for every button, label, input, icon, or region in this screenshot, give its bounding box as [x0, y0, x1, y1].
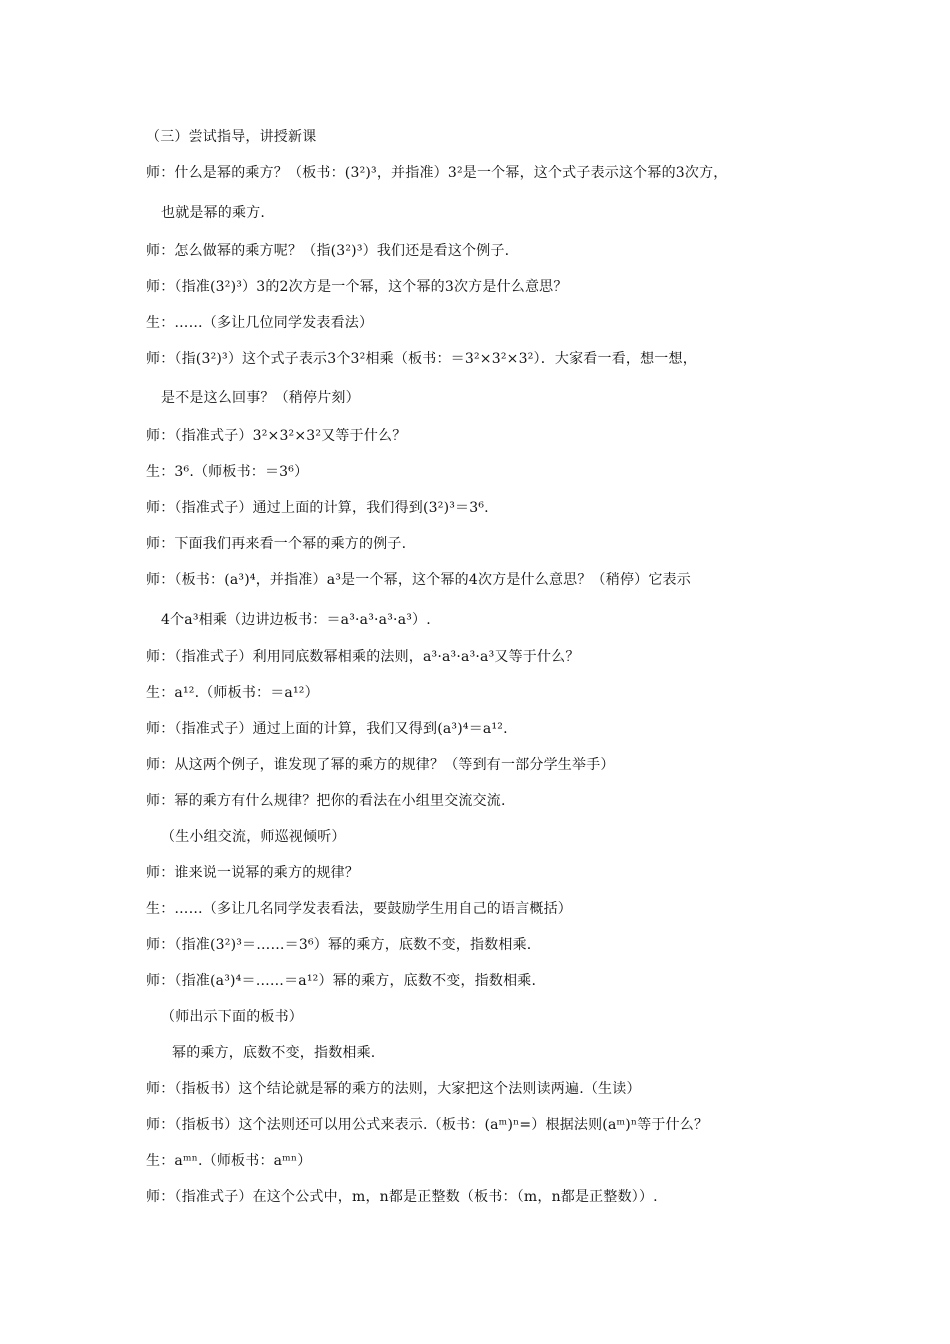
- text-line: 师：幂的乘方有什么规律？把你的看法在小组里交流交流.: [146, 793, 506, 809]
- text-line: 师：（指准(a³)⁴＝……＝a¹²）幂的乘方，底数不变，指数相乘.: [146, 973, 537, 989]
- text-line: 师：谁来说一说幂的乘方的规律？: [146, 865, 359, 881]
- text-line: 师：什么是幂的乘方？（板书：(3²)³，并指准）3²是一个幂，这个式子表示这个幂的3次方，: [146, 165, 728, 181]
- text-line: 师：（指准式子）在这个公式中，m，n都是正整数（板书：（m，n都是正整数））.: [146, 1189, 658, 1205]
- text-line: 师：（指准(3²)³）3的2次方是一个幂，这个幂的3次方是什么意思？: [146, 279, 568, 295]
- text-line: 生：aᵐⁿ.（师板书：aᵐⁿ）: [146, 1153, 312, 1169]
- text-line: 生：……（多让几位同学发表看法）: [146, 315, 374, 331]
- text-line: 生：a¹².（师板书：＝a¹²）: [146, 685, 319, 701]
- text-line: 师：（指准式子）通过上面的计算，我们得到(3²)³＝3⁶.: [146, 500, 489, 516]
- text-line: 师：（指准(3²)³＝……＝3⁶）幂的乘方，底数不变，指数相乘.: [146, 937, 532, 953]
- text-line: 生：……（多让几名同学发表看法，要鼓励学生用自己的语言概括）: [146, 901, 572, 917]
- text-line: 师：下面我们再来看一个幂的乘方的例子.: [146, 536, 407, 552]
- text-line: 师：（指准式子）利用同底数幂相乘的法则，a³·a³·a³·a³又等于什么？: [146, 649, 580, 665]
- text-line: （师出示下面的板书）: [161, 1009, 303, 1025]
- text-line: 师：怎么做幂的乘方呢？（指(3²)³）我们还是看这个例子.: [146, 243, 510, 259]
- text-line: （生小组交流，师巡视倾听）: [161, 829, 346, 845]
- text-line: 师：（指准式子）通过上面的计算，我们又得到(a³)⁴＝a¹².: [146, 721, 508, 737]
- text-line: 师：（指板书）这个结论就是幂的乘方的法则，大家把这个法则读两遍.（生读）: [146, 1081, 641, 1097]
- section-heading: （三）尝试指导，讲授新课: [146, 129, 317, 145]
- text-line: 师：（指板书）这个法则还可以用公式来表示.（板书：(aᵐ)ⁿ=）根据法则(aᵐ)ⁿ等于什么？: [146, 1117, 709, 1133]
- text-line: 生：3⁶.（师板书：＝3⁶）: [146, 464, 309, 480]
- text-line: 4个a³相乘（边讲边板书：＝a³·a³·a³·a³）.: [161, 612, 431, 628]
- text-line: 是不是这么回事？（稍停片刻）: [161, 390, 360, 406]
- text-line: 幂的乘方，底数不变，指数相乘.: [172, 1045, 376, 1061]
- text-line: 师：（指(3²)³）这个式子表示3个3²相乘（板书：＝3²×3²×3²）．大家看一看，想一想，: [146, 351, 697, 367]
- text-line: 也就是幂的乘方.: [161, 205, 266, 221]
- text-line: 师：从这两个例子，谁发现了幂的乘方的规律？（等到有一部分学生举手）: [146, 757, 615, 773]
- text-line: 师：（指准式子）3²×3²×3²又等于什么？: [146, 428, 407, 444]
- text-line: 师：（板书：(a³)⁴，并指准）a³是一个幂，这个幂的4次方是什么意思？（稍停）它表示: [146, 572, 691, 588]
